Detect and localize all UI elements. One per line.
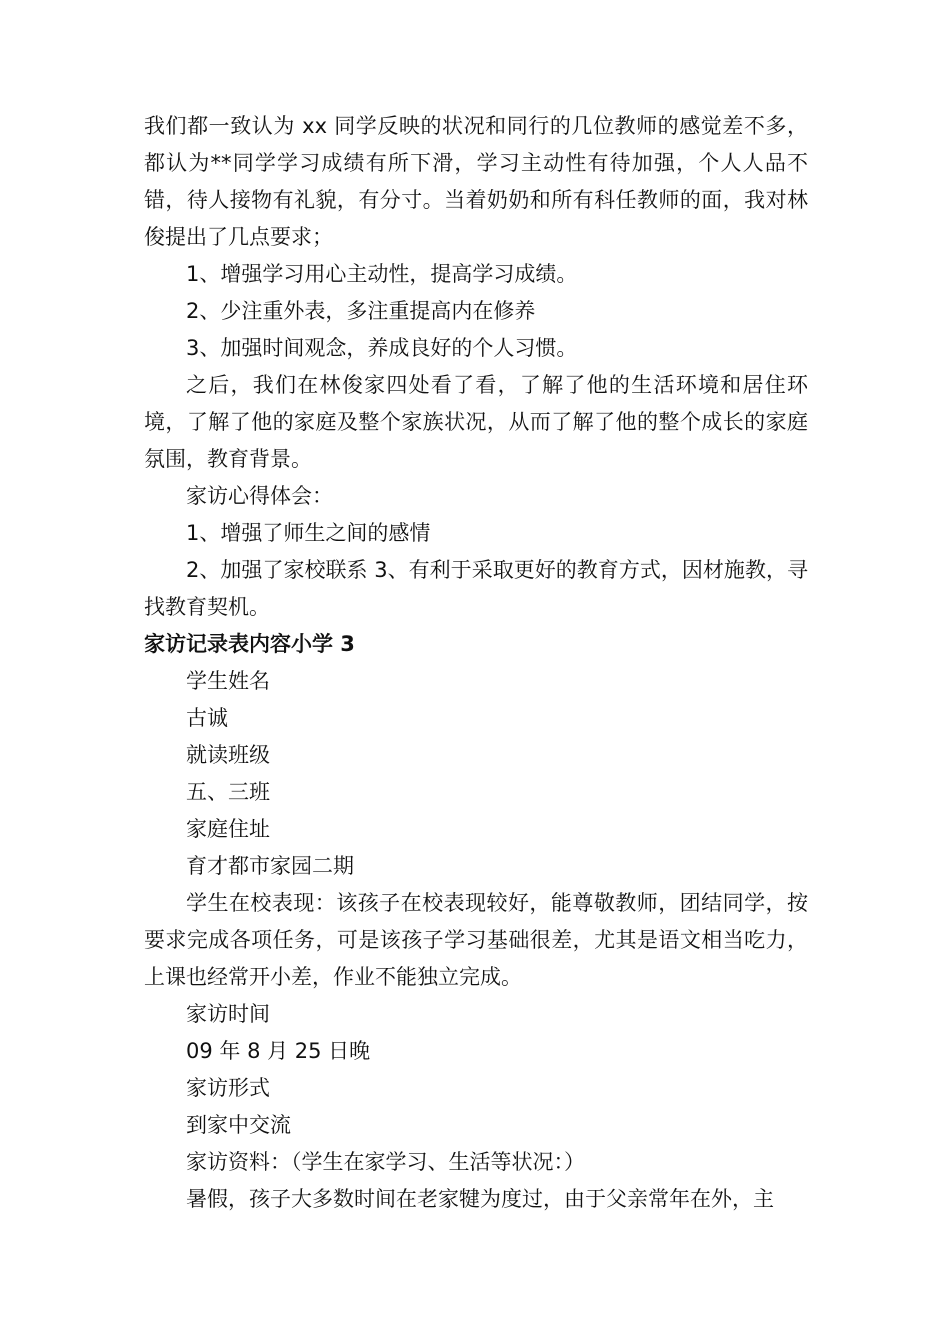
- paragraph: 2、加强了家校联系 3、有利于采取更好的教育方式，因材施教，寻找教育契机。: [144, 558, 808, 619]
- paragraph: 1、增强学习用心主动性，提高学习成绩。: [186, 262, 578, 286]
- paragraph: 暑假，孩子大多数时间在老家犍为度过，由于父亲常年在外，主: [186, 1187, 774, 1211]
- paragraph: 学生在校表现：该孩子在校表现较好，能尊敬教师，团结同学，按要求完成各项任务，可是该孩子学习基础很差，尤其是语文相当吃力，上课也经常开小差，作业不能独立完成。: [144, 891, 808, 989]
- section-heading: 家访记录表内容小学 3: [144, 632, 355, 656]
- paragraph: 家访时间: [186, 1002, 270, 1026]
- paragraph: 到家中交流: [186, 1113, 291, 1137]
- paragraph: 2、少注重外表，多注重提高内在修养: [186, 299, 536, 323]
- paragraph: 五、三班: [186, 780, 270, 804]
- paragraph: 3、加强时间观念，养成良好的个人习惯。: [186, 336, 578, 360]
- paragraph: 09 年 8 月 25 日晚: [186, 1039, 371, 1063]
- paragraph: 古诚: [186, 706, 228, 730]
- paragraph: 育才都市家园二期: [186, 854, 354, 878]
- paragraph: 家庭住址: [186, 817, 270, 841]
- document-body: [144, 108, 808, 1218]
- paragraph: 学生姓名: [186, 669, 270, 693]
- paragraph: 就读班级: [186, 743, 270, 767]
- paragraph: 1、增强了师生之间的感情: [186, 521, 431, 545]
- paragraph: 之后，我们在林俊家四处看了看，了解了他的生活环境和居住环境，了解了他的家庭及整个家族状况，从而了解了他的整个成长的家庭氛围，教育背景。: [144, 373, 808, 471]
- paragraph: 家访形式: [186, 1076, 270, 1100]
- paragraph: 我们都一致认为 xx 同学反映的状况和同行的几位教师的感觉差不多，都认为**同学学习成绩有所下滑，学习主动性有待加强，个人人品不错，待人接物有礼貌，有分寸。当着奶奶和所有科任教师的面，我对林俊提出了几点要求；: [144, 114, 808, 249]
- paragraph: 家访心得体会：: [186, 484, 333, 508]
- paragraph: 家访资料：（学生在家学习、生活等状况：）: [186, 1150, 585, 1174]
